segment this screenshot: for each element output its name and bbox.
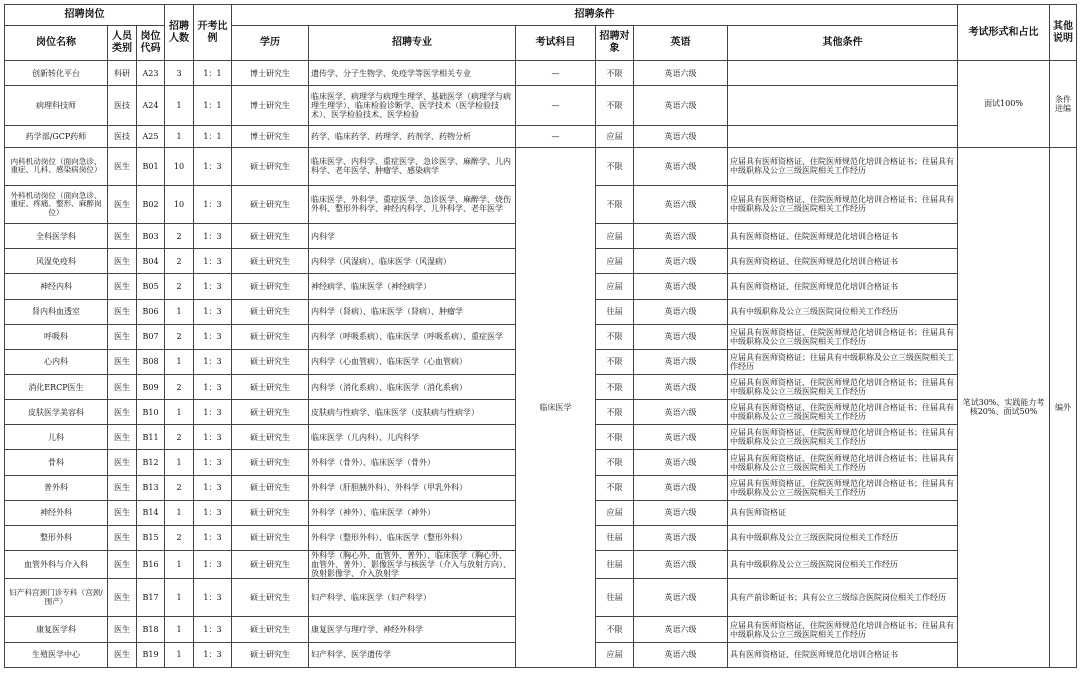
staff-type-cell: 医生: [108, 425, 137, 450]
header-other-notes: 其他说明: [1050, 5, 1077, 61]
other-conditions-cell: 应届具有医师资格证、住院医师规范化培训合格证书；往届具有中级职称及公立三级医院相关工作经历: [728, 400, 958, 425]
english-cell: 英语六级: [634, 400, 728, 425]
position-name-cell: 消化ERCP医生: [5, 374, 108, 399]
position-code-cell: B06: [137, 299, 165, 324]
english-cell: 英语六级: [634, 185, 728, 223]
position-code-cell: B04: [137, 249, 165, 274]
position-code-cell: B15: [137, 525, 165, 550]
count-cell: 1: [165, 500, 194, 525]
count-cell: 1: [165, 579, 194, 617]
ratio-cell: 1：3: [194, 349, 232, 374]
other-conditions-cell: 具有医师资格证: [728, 500, 958, 525]
major-cell: 神经病学、临床医学（神经病学）: [309, 274, 516, 299]
position-name-cell: 内科机动岗位（面向急诊、重症、儿科、感染病岗位）: [5, 147, 108, 185]
position-code-cell: B12: [137, 450, 165, 475]
other-conditions-cell: [728, 86, 958, 126]
position-code-cell: B08: [137, 349, 165, 374]
header-major: 招聘专业: [309, 26, 516, 61]
exam-subject-cell: —: [516, 86, 596, 126]
position-name-cell: 血管外科与介入科: [5, 551, 108, 579]
english-cell: 英语六级: [634, 61, 728, 86]
count-cell: 2: [165, 249, 194, 274]
degree-cell: 博士研究生: [232, 126, 309, 147]
position-name-cell: 骨科: [5, 450, 108, 475]
target-cell: 往届: [596, 551, 634, 579]
major-cell: 内科学（呼吸系病）、临床医学（呼吸系病）、重症医学: [309, 324, 516, 349]
ratio-cell: 1：3: [194, 642, 232, 667]
other-conditions-cell: [728, 126, 958, 147]
position-code-cell: A24: [137, 86, 165, 126]
ratio-cell: 1：3: [194, 475, 232, 500]
position-name-cell: 外科机动岗位（面向急诊、重症、疼痛、整形、麻醉岗位）: [5, 185, 108, 223]
position-code-cell: A25: [137, 126, 165, 147]
position-code-cell: B02: [137, 185, 165, 223]
ratio-cell: 1：3: [194, 617, 232, 642]
header-english: 英语: [634, 26, 728, 61]
staff-type-cell: 医生: [108, 374, 137, 399]
other-conditions-cell: 具有中级职称及公立三级医院岗位相关工作经历: [728, 299, 958, 324]
target-cell: 应届: [596, 274, 634, 299]
count-cell: 1: [165, 617, 194, 642]
staff-type-cell: 医技: [108, 86, 137, 126]
target-cell: 不限: [596, 61, 634, 86]
position-code-cell: B18: [137, 617, 165, 642]
major-cell: 内科学（消化系病）、临床医学（消化系病）: [309, 374, 516, 399]
major-cell: 内科学（肾病）、临床医学（肾病）、肿瘤学: [309, 299, 516, 324]
major-cell: 内科学: [309, 224, 516, 249]
other-conditions-cell: 应届具有医师资格证、住院医师规范化培训合格证书；往届具有中级职称及公立三级医院相关工作经历: [728, 185, 958, 223]
english-cell: 英语六级: [634, 475, 728, 500]
target-cell: 应届: [596, 249, 634, 274]
ratio-cell: 1：1: [194, 126, 232, 147]
other-conditions-cell: 应届具有医师资格证、住院医师规范化培训合格证书；往届具有中级职称及公立三级医院相关工作经历: [728, 374, 958, 399]
target-cell: 不限: [596, 147, 634, 185]
target-cell: 不限: [596, 475, 634, 500]
position-name-cell: 整形外科: [5, 525, 108, 550]
position-code-cell: B03: [137, 224, 165, 249]
degree-cell: 硕士研究生: [232, 147, 309, 185]
position-code-cell: A23: [137, 61, 165, 86]
major-cell: 临床医学、病理学与病理生理学、基础医学（病理学与病理生理学）、临床检验诊断学、医学技术（医学检验技术）、医学检验技术、医学检验: [309, 86, 516, 126]
degree-cell: 硕士研究生: [232, 551, 309, 579]
table-body: [5, 61, 1077, 668]
ratio-cell: 1：3: [194, 299, 232, 324]
position-name-cell: 全科医学科: [5, 224, 108, 249]
major-cell: 内科学（风湿病）、临床医学（风湿病）: [309, 249, 516, 274]
position-name-cell: 皮肤医学美容科: [5, 400, 108, 425]
other-conditions-cell: 具有产前诊断证书；具有公立三级综合医院岗位相关工作经历: [728, 579, 958, 617]
note-conditions-cell: 条件进编: [1050, 61, 1077, 148]
staff-type-cell: 医生: [108, 525, 137, 550]
header-target: 招聘对象: [596, 26, 634, 61]
header-degree: 学历: [232, 26, 309, 61]
position-name-cell: 康复医学科: [5, 617, 108, 642]
english-cell: 英语六级: [634, 299, 728, 324]
ratio-cell: 1：3: [194, 579, 232, 617]
count-cell: 2: [165, 475, 194, 500]
english-cell: 英语六级: [634, 126, 728, 147]
english-cell: 英语六级: [634, 274, 728, 299]
target-cell: 往届: [596, 579, 634, 617]
note-staff-cell: 编外: [1050, 147, 1077, 667]
header-other-conditions: 其他条件: [728, 26, 958, 61]
header-count: 招聘人数: [165, 5, 194, 61]
english-cell: 英语六级: [634, 525, 728, 550]
position-code-cell: B17: [137, 579, 165, 617]
position-code-cell: B19: [137, 642, 165, 667]
target-cell: 往届: [596, 525, 634, 550]
other-conditions-cell: 具有中级职称及公立三级医院岗位相关工作经历: [728, 551, 958, 579]
target-cell: 应届: [596, 224, 634, 249]
other-conditions-cell: 应届具有医师资格证；往届具有中级职称及公立三级医院相关工作经历: [728, 349, 958, 374]
english-cell: 英语六级: [634, 579, 728, 617]
staff-type-cell: 医生: [108, 475, 137, 500]
degree-cell: 硕士研究生: [232, 349, 309, 374]
exam-subject-cell: —: [516, 61, 596, 86]
count-cell: 1: [165, 349, 194, 374]
staff-type-cell: 医生: [108, 147, 137, 185]
degree-cell: 博士研究生: [232, 86, 309, 126]
degree-cell: 硕士研究生: [232, 642, 309, 667]
degree-cell: 硕士研究生: [232, 374, 309, 399]
table-row: [5, 147, 1077, 185]
staff-type-cell: 医生: [108, 642, 137, 667]
count-cell: 2: [165, 224, 194, 249]
target-cell: 应届: [596, 500, 634, 525]
exam-subject-cell: —: [516, 126, 596, 147]
count-cell: 1: [165, 299, 194, 324]
major-cell: 皮肤病与性病学、临床医学（皮肤病与性病学）: [309, 400, 516, 425]
ratio-cell: 1：3: [194, 425, 232, 450]
other-conditions-cell: 具有医师资格证、住院医师规范化培训合格证书: [728, 224, 958, 249]
table-row: [5, 86, 1077, 126]
staff-type-cell: 医生: [108, 274, 137, 299]
target-cell: 不限: [596, 425, 634, 450]
header-group-conditions: 招聘条件: [232, 5, 958, 26]
english-cell: 英语六级: [634, 349, 728, 374]
staff-type-cell: 医生: [108, 400, 137, 425]
count-cell: 2: [165, 425, 194, 450]
english-cell: 英语六级: [634, 147, 728, 185]
degree-cell: 博士研究生: [232, 61, 309, 86]
header-group-position: 招聘岗位: [5, 5, 165, 26]
degree-cell: 硕士研究生: [232, 324, 309, 349]
ratio-cell: 1：3: [194, 147, 232, 185]
major-cell: 妇产科学、医学遗传学: [309, 642, 516, 667]
english-cell: 英语六级: [634, 224, 728, 249]
target-cell: 不限: [596, 450, 634, 475]
other-conditions-cell: 具有中级职称及公立三级医院岗位相关工作经历: [728, 525, 958, 550]
other-conditions-cell: 应届具有医师资格证、住院医师规范化培训合格证书；往届具有中级职称及公立三级医院相关工作经历: [728, 425, 958, 450]
count-cell: 2: [165, 525, 194, 550]
ratio-cell: 1：3: [194, 525, 232, 550]
count-cell: 1: [165, 551, 194, 579]
header-row-1: [5, 5, 1077, 26]
major-cell: 临床医学、内科学、重症医学、急诊医学、麻醉学、儿内科学、老年医学、肿瘤学、感染病学: [309, 147, 516, 185]
english-cell: 英语六级: [634, 551, 728, 579]
ratio-cell: 1：1: [194, 86, 232, 126]
count-cell: 10: [165, 147, 194, 185]
major-cell: 临床医学（儿内科）、儿内科学: [309, 425, 516, 450]
target-cell: 应届: [596, 642, 634, 667]
header-exam-subject: 考试科目: [516, 26, 596, 61]
major-cell: 药学、临床药学、药理学、药剂学、药物分析: [309, 126, 516, 147]
staff-type-cell: 医生: [108, 324, 137, 349]
target-cell: 不限: [596, 400, 634, 425]
english-cell: 英语六级: [634, 324, 728, 349]
count-cell: 1: [165, 126, 194, 147]
count-cell: 1: [165, 86, 194, 126]
degree-cell: 硕士研究生: [232, 274, 309, 299]
major-cell: 内科学（心血管病）、临床医学（心血管病）: [309, 349, 516, 374]
position-name-cell: 生殖医学中心: [5, 642, 108, 667]
degree-cell: 硕士研究生: [232, 617, 309, 642]
ratio-cell: 1：3: [194, 374, 232, 399]
other-conditions-cell: [728, 61, 958, 86]
major-cell: 外科学（肝胆胰外科）、外科学（甲乳外科）: [309, 475, 516, 500]
other-conditions-cell: 应届具有医师资格证、住院医师规范化培训合格证书；往届具有中级职称及公立三级医院相关工作经历: [728, 147, 958, 185]
position-name-cell: 呼吸科: [5, 324, 108, 349]
recruitment-table: [4, 4, 1077, 668]
other-conditions-cell: 应届具有医师资格证、住院医师规范化培训合格证书；往届具有中级职称及公立三级医院相关工作经历: [728, 324, 958, 349]
position-code-cell: B13: [137, 475, 165, 500]
english-cell: 英语六级: [634, 249, 728, 274]
target-cell: 不限: [596, 617, 634, 642]
staff-type-cell: 科研: [108, 61, 137, 86]
other-conditions-cell: 具有医师资格证、住院医师规范化培训合格证书: [728, 642, 958, 667]
ratio-cell: 1：3: [194, 450, 232, 475]
staff-type-cell: 医生: [108, 249, 137, 274]
count-cell: 3: [165, 61, 194, 86]
position-code-cell: B01: [137, 147, 165, 185]
degree-cell: 硕士研究生: [232, 299, 309, 324]
major-cell: 外科学（骨外）、临床医学（骨外）: [309, 450, 516, 475]
english-cell: 英语六级: [634, 425, 728, 450]
header-staff-type: 人员类别: [108, 26, 137, 61]
degree-cell: 硕士研究生: [232, 224, 309, 249]
staff-type-cell: 医生: [108, 349, 137, 374]
count-cell: 2: [165, 374, 194, 399]
ratio-cell: 1：3: [194, 274, 232, 299]
english-cell: 英语六级: [634, 642, 728, 667]
english-cell: 英语六级: [634, 86, 728, 126]
count-cell: 2: [165, 274, 194, 299]
count-cell: 10: [165, 185, 194, 223]
exam-form-interview-cell: 面试100%: [958, 61, 1050, 148]
target-cell: 不限: [596, 185, 634, 223]
position-code-cell: B10: [137, 400, 165, 425]
position-code-cell: B16: [137, 551, 165, 579]
position-name-cell: 儿科: [5, 425, 108, 450]
position-name-cell: 风湿免疫科: [5, 249, 108, 274]
position-name-cell: 神经内科: [5, 274, 108, 299]
major-cell: 外科学（整形外科）、临床医学（整形外科）: [309, 525, 516, 550]
target-cell: 不限: [596, 324, 634, 349]
ratio-cell: 1：3: [194, 500, 232, 525]
other-conditions-cell: 具有医师资格证、住院医师规范化培训合格证书: [728, 274, 958, 299]
staff-type-cell: 医技: [108, 126, 137, 147]
ratio-cell: 1：3: [194, 551, 232, 579]
degree-cell: 硕士研究生: [232, 500, 309, 525]
ratio-cell: 1：3: [194, 400, 232, 425]
header-ratio: 开考比例: [194, 5, 232, 61]
position-name-cell: 创新转化平台: [5, 61, 108, 86]
english-cell: 英语六级: [634, 617, 728, 642]
major-cell: 外科学（胸心外、血管外、普外）、临床医学（胸心外、血管外、普外）、影像医学与核医学（介入与放射方向）、放射影像学、介入放射学: [309, 551, 516, 579]
table-row: [5, 126, 1077, 147]
position-name-cell: 肾内科血透室: [5, 299, 108, 324]
header-position-code: 岗位代码: [137, 26, 165, 61]
ratio-cell: 1：3: [194, 324, 232, 349]
other-conditions-cell: 应届具有医师资格证、住院医师规范化培训合格证书；往届具有中级职称及公立三级医院相关工作经历: [728, 617, 958, 642]
staff-type-cell: 医生: [108, 579, 137, 617]
target-cell: 不限: [596, 374, 634, 399]
position-code-cell: B05: [137, 274, 165, 299]
staff-type-cell: 医生: [108, 500, 137, 525]
english-cell: 英语六级: [634, 374, 728, 399]
position-name-cell: 病理科技师: [5, 86, 108, 126]
english-cell: 英语六级: [634, 450, 728, 475]
english-cell: 英语六级: [634, 500, 728, 525]
degree-cell: 硕士研究生: [232, 525, 309, 550]
staff-type-cell: 医生: [108, 450, 137, 475]
position-name-cell: 妇产科宫颈门诊专科（宫颈/围产）: [5, 579, 108, 617]
header-exam-form: 考试形式和占比: [958, 5, 1050, 61]
ratio-cell: 1：3: [194, 224, 232, 249]
target-cell: 往届: [596, 299, 634, 324]
degree-cell: 硕士研究生: [232, 400, 309, 425]
major-cell: 康复医学与理疗学、神经外科学: [309, 617, 516, 642]
position-name-cell: 心内科: [5, 349, 108, 374]
target-cell: 不限: [596, 349, 634, 374]
position-code-cell: B07: [137, 324, 165, 349]
staff-type-cell: 医生: [108, 224, 137, 249]
major-cell: 临床医学、外科学、重症医学、急诊医学、麻醉学、烧伤外科、整形外科学、神经内科学、儿外科学、老年医学: [309, 185, 516, 223]
staff-type-cell: 医生: [108, 617, 137, 642]
exam-subject-merged-cell: 临床医学: [516, 147, 596, 667]
count-cell: 2: [165, 324, 194, 349]
position-code-cell: B11: [137, 425, 165, 450]
degree-cell: 硕士研究生: [232, 450, 309, 475]
staff-type-cell: 医生: [108, 551, 137, 579]
target-cell: 不限: [596, 86, 634, 126]
staff-type-cell: 医生: [108, 299, 137, 324]
position-code-cell: B09: [137, 374, 165, 399]
degree-cell: 硕士研究生: [232, 475, 309, 500]
target-cell: 应届: [596, 126, 634, 147]
other-conditions-cell: 应届具有医师资格证、住院医师规范化培训合格证书；往届具有中级职称及公立三级医院相关工作经历: [728, 450, 958, 475]
count-cell: 1: [165, 642, 194, 667]
major-cell: 妇产科学、临床医学（妇产科学）: [309, 579, 516, 617]
count-cell: 1: [165, 450, 194, 475]
ratio-cell: 1：1: [194, 61, 232, 86]
exam-form-written-cell: 笔试30%、实践能力考核20%、面试50%: [958, 147, 1050, 667]
count-cell: 1: [165, 400, 194, 425]
degree-cell: 硕士研究生: [232, 185, 309, 223]
other-conditions-cell: 具有医师资格证、住院医师规范化培训合格证书: [728, 249, 958, 274]
header-position-name: 岗位名称: [5, 26, 108, 61]
ratio-cell: 1：3: [194, 249, 232, 274]
staff-type-cell: 医生: [108, 185, 137, 223]
major-cell: 外科学（神外）、临床医学（神外）: [309, 500, 516, 525]
table-row: [5, 61, 1077, 86]
degree-cell: 硕士研究生: [232, 425, 309, 450]
other-conditions-cell: 应届具有医师资格证、住院医师规范化培训合格证书；往届具有中级职称及公立三级医院相关工作经历: [728, 475, 958, 500]
major-cell: 遗传学、分子生物学、免疫学等医学相关专业: [309, 61, 516, 86]
ratio-cell: 1：3: [194, 185, 232, 223]
position-name-cell: 普外科: [5, 475, 108, 500]
position-code-cell: B14: [137, 500, 165, 525]
degree-cell: 硕士研究生: [232, 579, 309, 617]
degree-cell: 硕士研究生: [232, 249, 309, 274]
position-name-cell: 药学部/GCP药师: [5, 126, 108, 147]
position-name-cell: 神经外科: [5, 500, 108, 525]
